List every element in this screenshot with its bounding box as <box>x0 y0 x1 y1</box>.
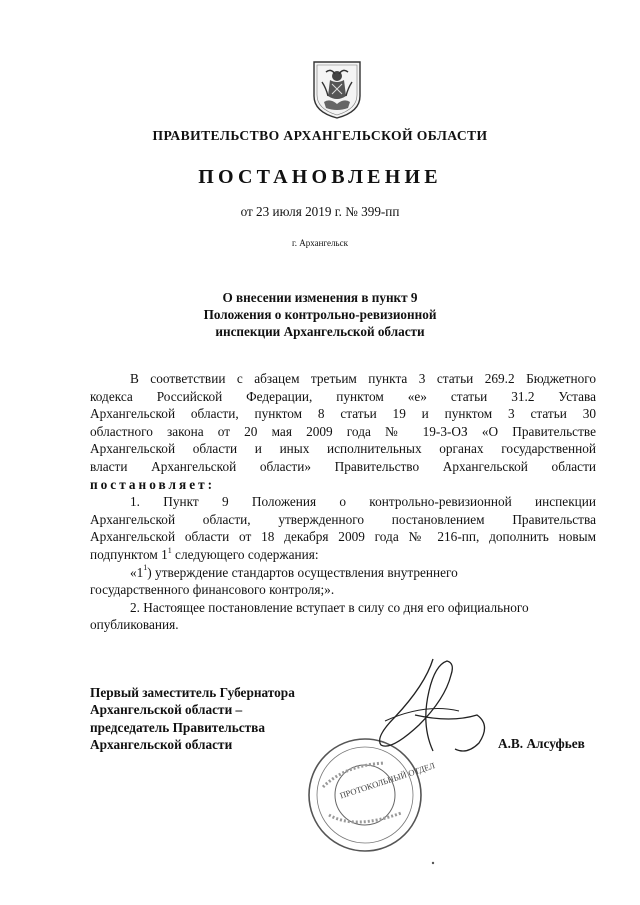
handwritten-signature <box>355 655 495 760</box>
organization-name: ПРАВИТЕЛЬСТВО АРХАНГЕЛЬСКОЙ ОБЛАСТИ <box>152 128 488 143</box>
body-line: Архангельской области и иных исполнительных органах государственной <box>90 441 596 457</box>
signatory-position <box>90 684 295 754</box>
subject-line: О внесении изменения в пункт 9 <box>222 290 418 305</box>
signatory-name: А.В. Алсуфьев <box>498 736 585 751</box>
body-line: Архангельской области, пунктом 8 статьи 19 и пунктом 3 статьи 30 <box>90 406 596 422</box>
subject-line: инспекции Архангельской области <box>215 324 425 339</box>
body-line: областного закона от 20 мая 2009 года № 19-3-ОЗ «О Правительстве <box>90 423 596 439</box>
subject-line: Положения о контрольно-ревизионной <box>203 307 437 322</box>
body-line: Архангельской области, утвержденного постановлением Правительства <box>90 511 596 527</box>
body-line: 1. Пункт 9 Положения о контрольно-ревизионной инспекции <box>130 494 596 510</box>
position-line: Архангельской области – <box>90 702 243 718</box>
position-line: Первый заместитель Губернатора <box>90 685 295 700</box>
document-subject <box>0 289 640 340</box>
dot-mark <box>430 860 436 866</box>
document-date-number: от 23 июля 2019 г. № 399-пп <box>240 204 400 219</box>
body-line: государственного финансового контроля;». <box>90 582 335 598</box>
body-line: опубликования. <box>90 617 179 633</box>
position-line: Архангельской области <box>90 737 233 753</box>
body-line: подпунктом $1^1$ следующего содержания: <box>90 545 319 562</box>
body-line: Архангельской области от 18 декабря 2009 года № 216-пп, дополнить новым <box>90 529 596 545</box>
document-type: ПОСТАНОВЛЕНИЕ <box>198 166 442 188</box>
stamp-text: ПРОТОКОЛЬНЫЙ ОТДЕЛ <box>338 760 437 801</box>
resolves-word: постановляет: <box>90 476 216 492</box>
body-line: власти Архангельской области» Правительство Архангельской области <box>90 458 596 474</box>
body-line: В соответствии с абзацем третьим пункта 3 статьи 269.2 Бюджетного <box>130 371 596 386</box>
body-line: 2. Настоящее постановление вступает в силу со дня его официального <box>130 599 529 615</box>
coat-of-arms-icon <box>308 58 366 120</box>
body-line: кодекса Российской Федерации, пунктом «е» статьи 31.2 Устава <box>90 388 596 404</box>
document-body <box>90 370 596 634</box>
position-line: председатель Правительства <box>90 719 265 735</box>
document-city: г. Архангельск <box>292 238 348 248</box>
superscript: 1 <box>167 545 172 555</box>
body-line: «$1^1$) утверждение стандартов осуществления внутреннего <box>130 563 458 580</box>
superscript: 1 <box>143 563 148 573</box>
